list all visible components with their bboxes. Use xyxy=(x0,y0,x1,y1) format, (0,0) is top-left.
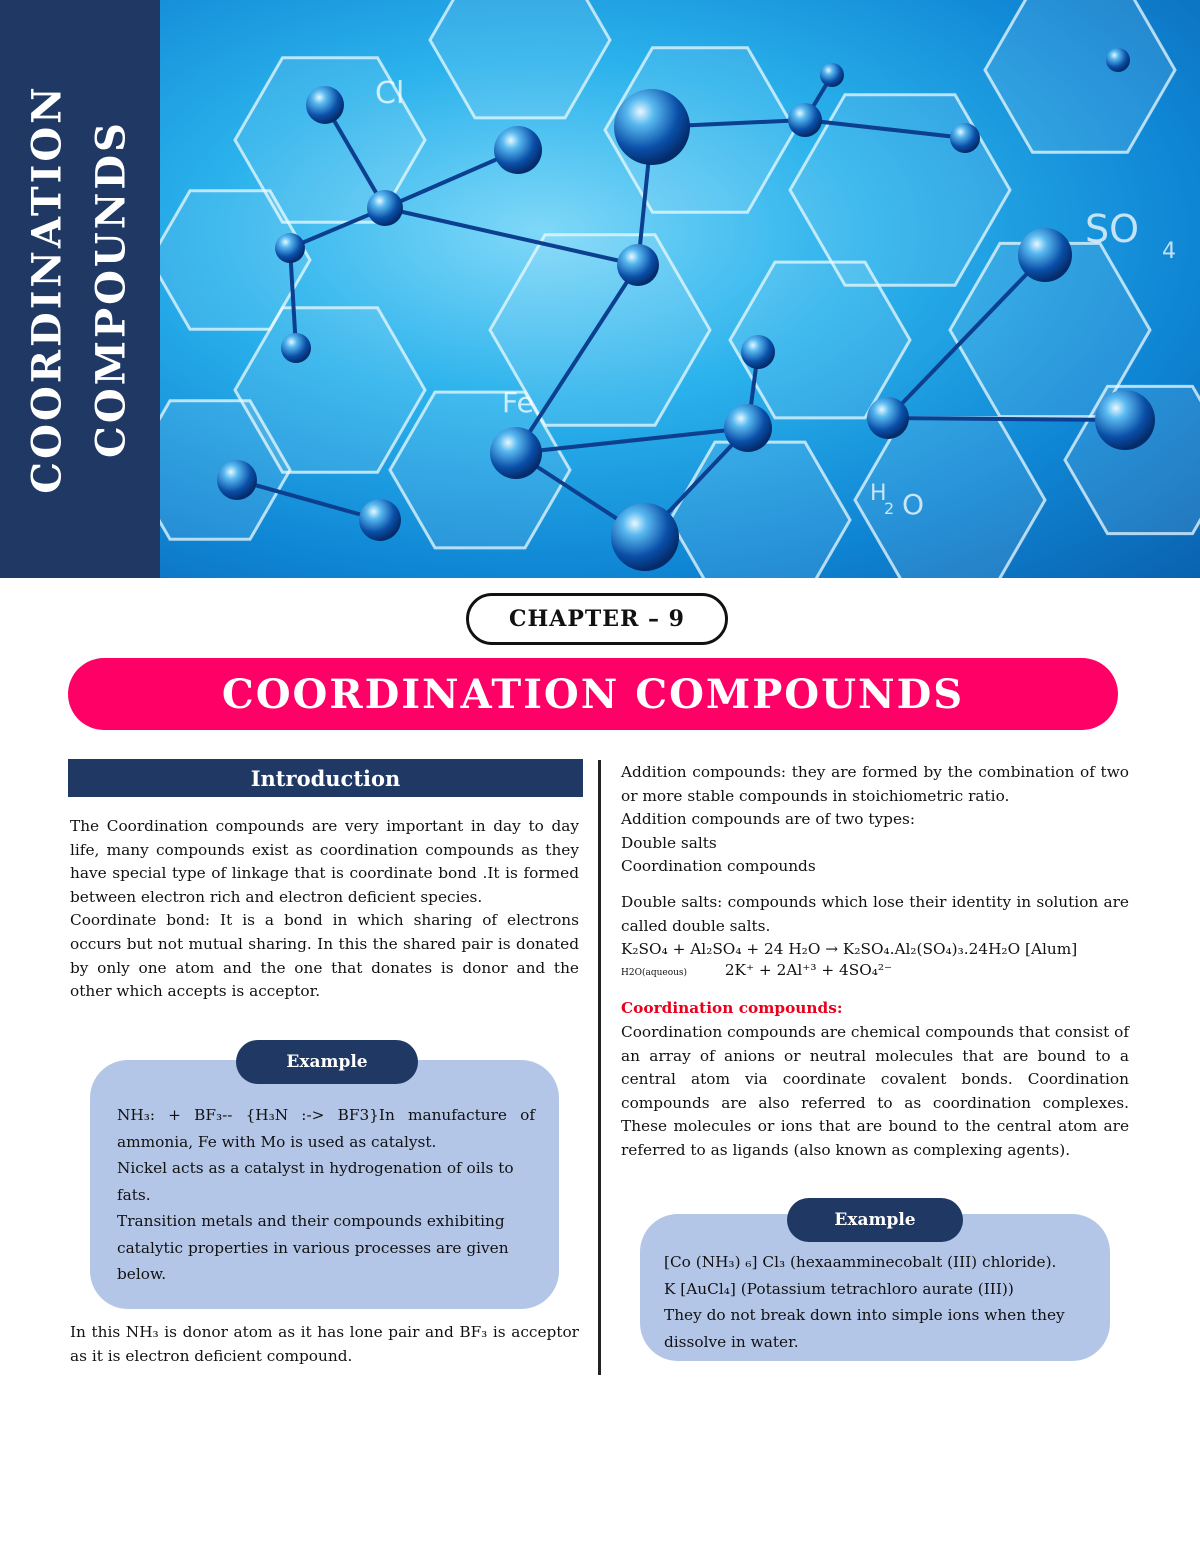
bond-line xyxy=(888,418,1125,420)
cover-image xyxy=(0,0,1200,578)
example-label-right: Example xyxy=(787,1198,963,1242)
hero-label-so-sub: 4 xyxy=(1162,239,1176,264)
hexagon-shape xyxy=(985,0,1175,152)
example-line: NH₃: + BF₃-- {H₃N :-> BF3}In manufacture of ammonia, Fe with Mo is used as catalyst. xyxy=(117,1106,535,1151)
side-title-line2: COMPOUNDS xyxy=(88,120,135,458)
hero-label-fe: Fe xyxy=(502,386,534,419)
atom-sphere xyxy=(1106,48,1130,72)
hexagon-shape xyxy=(670,442,850,578)
addition-type-item: Double salts xyxy=(621,833,717,852)
hero-label-so: SO xyxy=(1085,207,1140,251)
atom-sphere xyxy=(950,123,980,153)
atom-sphere xyxy=(494,126,542,174)
example-box-left xyxy=(90,1060,559,1309)
atom-sphere xyxy=(614,89,690,165)
atom-sphere xyxy=(367,190,403,226)
column-divider xyxy=(598,760,601,1375)
introduction-text xyxy=(70,815,579,1004)
example-line: Nickel acts as a catalyst in hydrogenation of oils to fats. xyxy=(117,1159,514,1204)
equation-ions: 2K⁺ + 2Al⁺³ + 4SO₄²⁻ xyxy=(724,960,893,979)
alum-equation-products xyxy=(621,959,1129,986)
atom-sphere xyxy=(359,499,401,541)
double-salts-paragraph: Double salts: compounds which lose their identity in solution are called double salts. xyxy=(621,892,1129,935)
example-line: [Co (NH₃) ₆] Cl₃ (hexaamminecobalt (III) chloride). xyxy=(664,1253,1057,1271)
atom-sphere xyxy=(1095,390,1155,450)
hero-label-h-sub: 2 xyxy=(884,499,895,518)
page-title: COORDINATION COMPOUNDS xyxy=(68,658,1118,730)
hero-label-cl: Cl xyxy=(375,76,405,111)
atom-sphere xyxy=(820,63,844,87)
atom-sphere xyxy=(490,427,542,479)
coordinate-bond-paragraph: Coordinate bond: It is a bond in which sharing of electrons occurs but not mutual sharing. In this the shared pair is donated by only one atom and the one that donates is donor and the other which accepts is acceptor. xyxy=(70,911,579,1001)
side-title xyxy=(16,84,144,493)
atom-sphere xyxy=(724,404,772,452)
example-line: They do not break down into simple ions when they dissolve in water. xyxy=(664,1306,1065,1351)
side-title-band xyxy=(0,0,160,578)
atom-sphere xyxy=(1018,228,1072,282)
intro-paragraph: The Coordination compounds are very important in day to day life, many compounds exist as coordination compounds as they have special type of linkage that is coordinate bond .It is formed between electron rich and electron deficient species. xyxy=(70,817,579,906)
example-label-left: Example xyxy=(236,1040,418,1084)
alum-equation: K₂SO₄ + Al₂SO₄ + 24 H₂O → K₂SO₄.Al₂(SO₄)₃.24H₂O [Alum] xyxy=(621,940,1078,959)
addition-line: Addition compounds: they are formed by the combination of two or more stable compounds in stoichiometric ratio. xyxy=(621,763,1129,805)
atom-sphere xyxy=(611,503,679,571)
atom-sphere xyxy=(741,335,775,369)
atom-sphere xyxy=(281,333,311,363)
atom-sphere xyxy=(867,397,909,439)
molecule-illustration xyxy=(0,0,1200,578)
coordination-heading: Coordination compounds: xyxy=(621,999,843,1018)
atom-sphere xyxy=(788,103,822,137)
atom-sphere xyxy=(217,460,257,500)
atom-sphere xyxy=(306,86,344,124)
addition-type-item: Coordination compounds xyxy=(621,857,816,876)
addition-compounds-text xyxy=(621,761,1129,1163)
chapter-badge: CHAPTER – 9 xyxy=(466,593,728,645)
side-title-line1: COORDINATION xyxy=(24,84,71,494)
coordination-paragraph: Coordination compounds are chemical compounds that consist of an array of anions or neutral molecules that are bound to a central atom via coordinate covalent bonds. Coordination compounds are also referred to as coordination complexes. These molecules or ions that are bound to the central atom are referred to as ligands (also known as complexing agents). xyxy=(621,1022,1129,1159)
addition-line: Addition compounds are of two types: xyxy=(621,810,916,829)
equation-condition: H2O(aqueous) xyxy=(621,967,688,978)
atom-sphere xyxy=(617,244,659,286)
example-line: K [AuCl₄] (Potassium tetrachloro aurate (III)) xyxy=(664,1279,1014,1298)
hero-label-h: H xyxy=(870,481,887,506)
hero-label-o: O xyxy=(902,488,925,521)
closing-paragraph: In this NH₃ is donor atom as it has lone pair and BF₃ is acceptor as it is electron deficient compound. xyxy=(70,1323,579,1365)
hexagon-shape xyxy=(430,0,610,118)
atom-sphere xyxy=(275,233,305,263)
section-heading-introduction: Introduction xyxy=(68,759,583,797)
example-line: Transition metals and their compounds exhibiting catalytic properties in various processes are given below. xyxy=(117,1212,509,1283)
